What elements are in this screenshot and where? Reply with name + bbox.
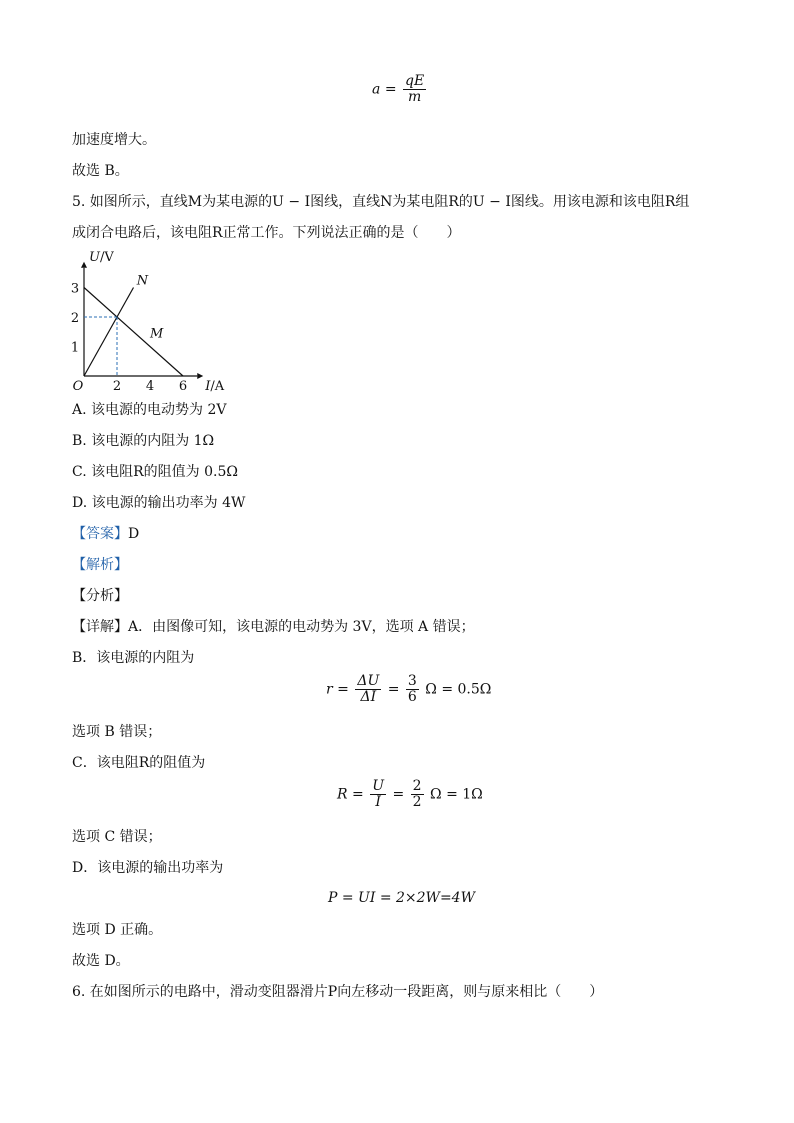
eq-r-lhs: r = (326, 681, 349, 698)
equation-acceleration (372, 74, 428, 105)
x-tick-label-6: 6 (178, 379, 188, 394)
text-choose-b: 故选 B。 (72, 163, 129, 179)
y-axis-arrow-icon (81, 262, 87, 268)
series-line-M (84, 288, 183, 377)
option-b: B. 该电源的内阻为 1Ω (72, 433, 215, 449)
eq-denominator: m (407, 89, 422, 105)
ui-graph (68, 248, 248, 396)
eq-r-frac2 (406, 674, 419, 705)
eq-R-num2: 2 (412, 778, 422, 794)
equation-resistance (337, 779, 483, 810)
eq-R-den2: 2 (412, 794, 422, 810)
x-axis-arrow-icon (197, 373, 203, 379)
eq-r-num1: ΔU (357, 673, 380, 689)
eq-R-frac1 (370, 779, 386, 810)
answer-line (72, 525, 139, 543)
series-label-N: N (136, 273, 149, 289)
x-tick-label-4: 4 (145, 379, 155, 394)
y-axis-label: U/V (89, 250, 114, 265)
eq-r-num2: 3 (407, 673, 417, 689)
y-tick-label-3: 3 (70, 281, 80, 297)
eq-R-eq1: = (392, 786, 405, 803)
answer-tag: 【答案】 (72, 526, 128, 542)
eq-lhs: a (372, 81, 381, 98)
option-d: D. 该电源的输出功率为 4W (72, 495, 246, 511)
eq-R-num1: U (372, 778, 384, 794)
y-tick-label-2: 2 (70, 311, 80, 326)
eq-r-den1: ΔI (360, 689, 377, 705)
d-right: 选项 D 正确。 (72, 922, 163, 938)
equation-power: P = UI = 2×2W=4W (328, 890, 475, 906)
x-tick-label-2: 2 (112, 379, 122, 394)
detail-line (72, 618, 475, 636)
option-c: C. 该电阻R的阻值为 0.5Ω (72, 464, 238, 480)
text-accel: 加速度增大。 (72, 132, 156, 148)
analysis-tag: 【解析】 (72, 557, 128, 573)
question-5-line2: 成闭合电路后，该电阻R正常工作。下列说法正确的是（ ） (72, 225, 461, 241)
option-a: A. 该电源的电动势为 2V (72, 402, 227, 418)
c-line: C．该电阻R的阻值为 (72, 755, 206, 771)
b-wrong: 选项 B 错误； (72, 724, 162, 740)
eq-r-eq1: = (387, 681, 400, 698)
question-6: 6. 在如图所示的电路中，滑动变阻器滑片P向左移动一段距离，则与原来相比（ ） (72, 984, 604, 1000)
equation-internal-resistance (326, 674, 491, 705)
x-axis-label: I/A (205, 379, 225, 394)
eq-sign: = (384, 81, 397, 98)
d-line: D．该电源的输出功率为 (72, 860, 224, 876)
choose-d: 故选 D。 (72, 953, 130, 969)
question-5-line1: 5. 如图所示，直线M为某电源的U − I图线，直线N为某电阻R的U − I图线。用该电源和该电阻R组 (72, 194, 690, 210)
answer-value: D (128, 526, 140, 542)
eq-R-lhs: R = (337, 786, 364, 803)
origin-label: O (72, 379, 84, 394)
eq-numerator: qE (405, 73, 425, 89)
fenxi-tag: 【分析】 (72, 588, 128, 604)
eq-fraction (403, 74, 426, 105)
detail-tag: 【详解】 (72, 619, 128, 635)
eq-R-frac2 (411, 779, 424, 810)
eq-r-rhs: Ω = 0.5Ω (425, 681, 492, 698)
y-tick-label-1: 1 (70, 340, 80, 356)
detail-text: A．由图像可知，该电源的电动势为 3V，选项 A 错误； (128, 619, 475, 635)
series-label-M: M (150, 326, 164, 342)
series-line-N (84, 288, 134, 377)
eq-r-frac1 (355, 674, 381, 705)
eq-R-rhs: Ω = 1Ω (430, 786, 483, 803)
eq-r-den2: 6 (407, 689, 417, 705)
eq-R-den1: I (375, 794, 381, 810)
c-wrong: 选项 C 错误； (72, 829, 162, 845)
b-line: B．该电源的内阻为 (72, 650, 195, 666)
